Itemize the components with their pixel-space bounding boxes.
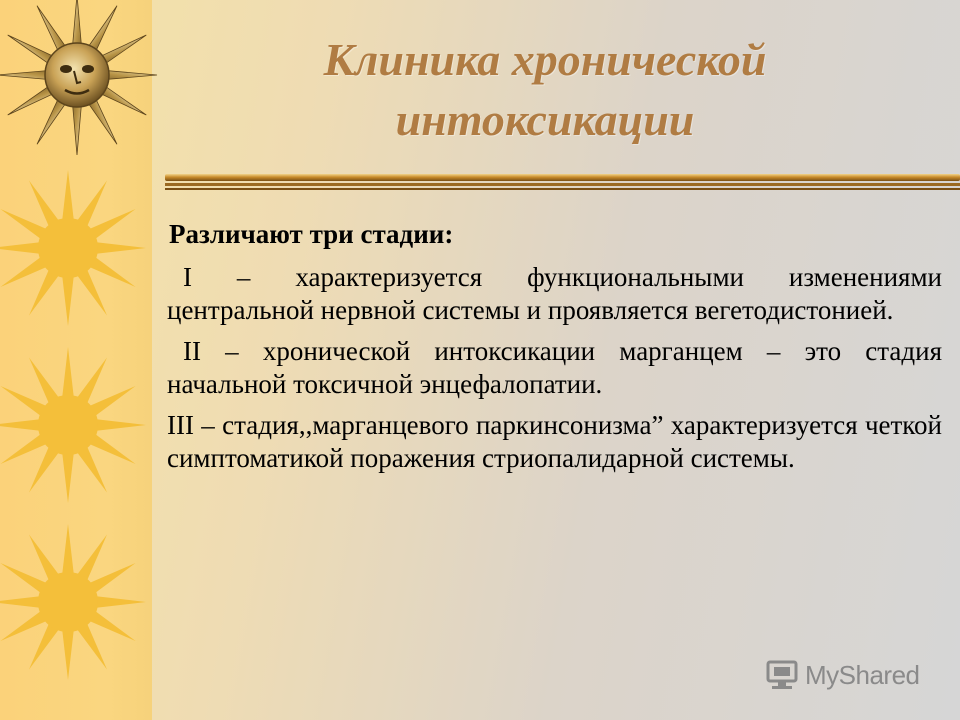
stages-intro: Различают три стадии:	[169, 219, 454, 249]
sun-face-icon	[0, 0, 162, 165]
slide-title-line-2: интоксикации	[395, 94, 695, 145]
watermark-text: MyShared	[805, 659, 920, 690]
stage-3-text: III – стадия,,марганцевого паркинсонизма” характеризуется четкой симптоматикой поражения стриопалидарной системы.	[167, 410, 942, 473]
slide-title	[175, 30, 915, 150]
watermark	[765, 655, 940, 695]
slide-body	[167, 218, 942, 483]
stage-paragraph	[167, 335, 942, 401]
sun-icon	[0, 522, 148, 682]
stage-1-text: I – характеризуется функциональными изменениями центральной нервной системы и проявляется вегетодистонией.	[167, 262, 942, 325]
sun-icon	[0, 345, 148, 505]
monitor-icon	[765, 659, 799, 691]
sun-icon	[0, 168, 148, 328]
slide-title-line-1: Клиника хронической	[323, 34, 767, 85]
stage-2-text: II – хронической интоксикации марганцем – это стадия начальной токсичной энцефалопатии.	[167, 336, 942, 399]
stage-paragraph	[167, 261, 942, 327]
title-divider	[165, 172, 960, 194]
stage-paragraph	[167, 409, 942, 475]
